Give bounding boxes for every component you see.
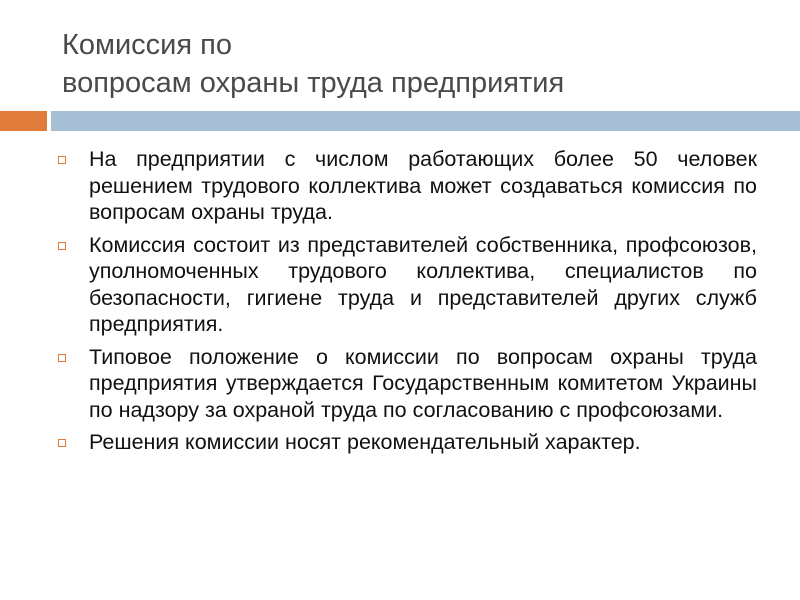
bullet-text: Комиссия состоит из представителей собственника, профсоюзов, уполномоченных трудового коллектива, специалистов по безопасности, гигиене труда и представителей других служб предприятия. [89,232,757,336]
bullet-item [0,146,800,226]
slide-title-line-1: Комиссия по [62,29,232,61]
accent-bar-blue [51,111,800,131]
accent-bar-orange [0,111,47,131]
bullet-text: Решения комиссии носят рекомендательный характер. [89,430,641,454]
bullet-text: На предприятии с числом работающих более 50 человек решением трудового коллектива может создаваться комиссия по вопросам охраны труда. [89,147,757,224]
slide-title-line-2: вопросам охраны труда предприятия [62,67,565,99]
square-bullet-icon [58,439,66,447]
slide-title [62,26,762,102]
square-bullet-icon [58,156,66,164]
bullet-text: Типовое положение о комиссии по вопросам охраны труда предприятия утверждается Государственным комитетом Украины по надзору за охраной труда по согласованию с профсоюзами. [89,344,757,422]
bullet-item [0,429,800,456]
bullet-item [0,344,800,424]
square-bullet-icon [58,242,66,250]
bullet-item [0,232,800,338]
bullet-list [0,146,800,462]
square-bullet-icon [58,354,66,362]
